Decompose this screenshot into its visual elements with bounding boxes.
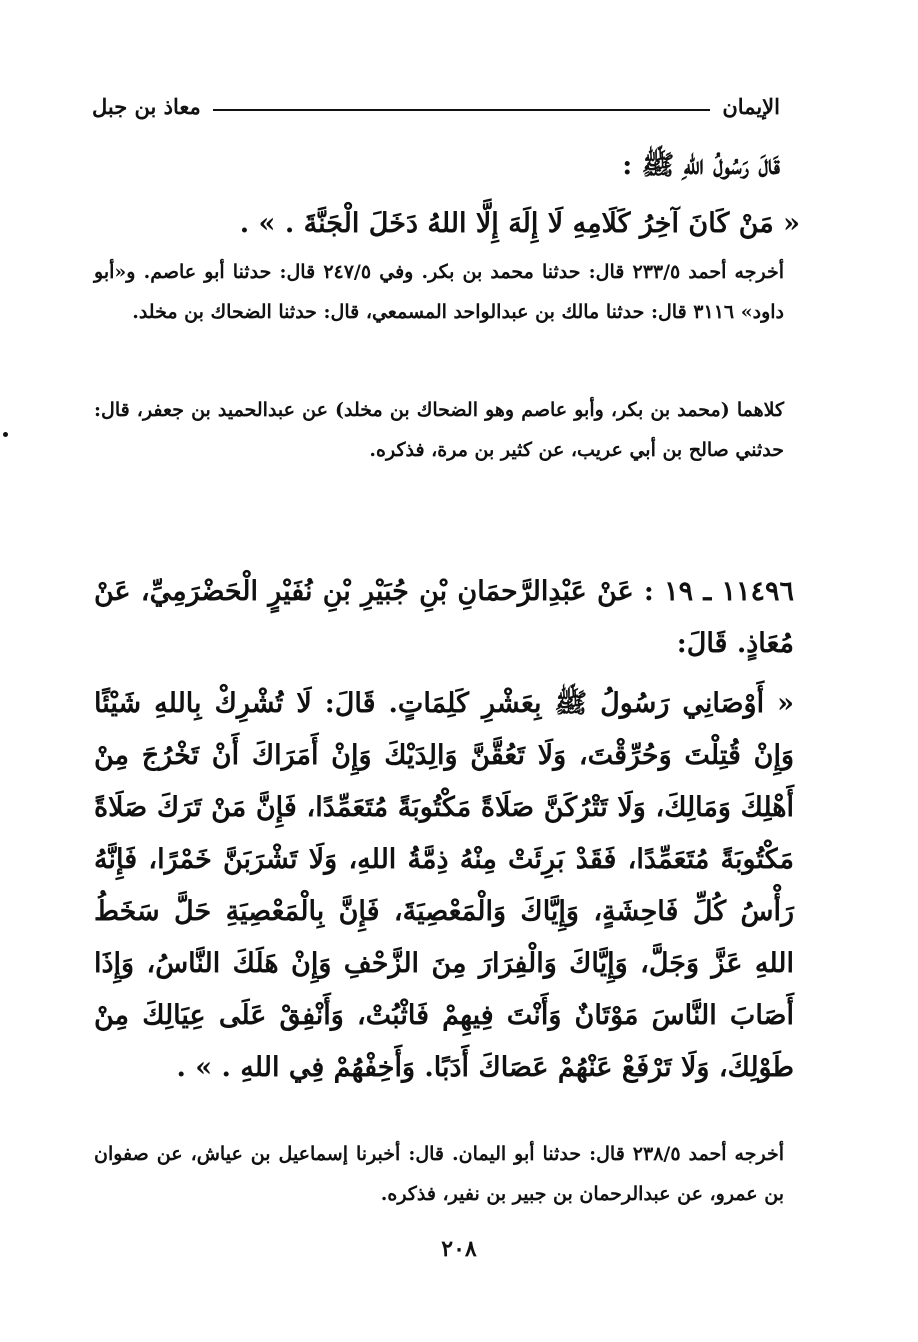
hadith-intro: قَالَ رَسُولُ اللهِ ﷺ : xyxy=(622,150,780,181)
hadith-matn-1: « مَنْ كَانَ آخِرُ كَلَامِهِ لَا إِلَهَ إِلَّا اللهُ دَخَلَ الْجَنَّةَ . » . xyxy=(239,208,800,239)
book-section-title: الإيمان xyxy=(722,93,780,119)
companion-name: معاذ بن جبل xyxy=(92,93,201,119)
header-rule xyxy=(213,109,711,111)
scan-speck xyxy=(3,432,8,437)
takhrij-paragraph-2: كلاهما (محمد بن بكر، وأبو عاصم وهو الضحاك بن مخلد) عن عبدالحميد بن جعفر، قال: حدثني صالح بن أبي عريب، عن كثير بن مرة، فذكره. xyxy=(94,399,784,461)
hadith-isnad-2: ١١٤٩٦ ـ ١٩ : عَنْ عَبْدِالرَّحمَانِ بْنِ جُبَيْرِ بْنِ نُفَيْرٍ الْحَضْرَمِيِّ، عَنْ مُعَاذٍ. قَالَ: xyxy=(94,576,794,659)
running-header xyxy=(92,88,780,124)
hadith-matn-2: « أَوْصَانِي رَسُولُ ﷺ بِعَشْرِ كَلِمَاتٍ. قَالَ: لَا تُشْرِكْ بِاللهِ شَيْئًا وَإِنْ قُتِلْتَ وَحُرِّقْتَ، وَلَا تَعُقَّنَّ وَالِدَيْكَ وَإِنْ أَمَرَاكَ أَنْ تَخْرُجَ مِنْ أَهْلِكَ وَمَالِكَ، وَلَا تَتْرُكَنَّ صَلَاةً مَكْتُوبَةً مُتَعَمِّدًا، فَإِنَّ مَنْ تَرَكَ صَلَاةً مَكْتُوبَةً مُتَعَمِّدًا، فَقَدْ بَرِئَتْ مِنْهُ ذِمَّةُ اللهِ، وَلَا تَشْرَبَنَّ خَمْرًا، فَإِنَّهُ رَأْسُ كُلِّ فَاحِشَةٍ، وَإِيَّاكَ وَالْمَعْصِيَةَ، فَإِنَّ بِالْمَعْصِيَةِ حَلَّ سَخَطُ اللهِ عَزَّ وَجَلَّ، وَإِيَّاكَ وَالْفِرَارَ مِنَ الزَّحْفِ وَإِنْ هَلَكَ النَّاسُ، وَإِذَا أَصَابَ النَّاسَ مَوْتَانٌ وَأَنْتَ فِيهِمْ فَاثْبُتْ، وَأَنْفِقْ عَلَى عِيَالِكَ مِنْ طَوْلِكَ، وَلَا تَرْفَعْ عَنْهُمْ عَصَاكَ أَدَبًا. وَأَخِفْهُمْ فِي اللهِ . » . xyxy=(94,688,794,1083)
page-number: ٢٠٨ xyxy=(441,1236,477,1262)
takhrij-paragraph-3: أخرجه أحمد ٢٣٨/٥ قال: حدثنا أبو اليمان. قال: أخبرنا إسماعيل بن عياش، عن صفوان بن عمرو، عن عبدالرحمان بن جبير بن نفير، فذكره. xyxy=(94,1143,784,1205)
takhrij-paragraph-1: أخرجه أحمد ٢٣٣/٥ قال: حدثنا محمد بن بكر. وفي ٢٤٧/٥ قال: حدثنا أبو عاصم. و«أبو داود» ٣١١٦ قال: حدثنا مالك بن عبدالواحد المسمعي، قال: حدثنا الضحاك بن مخلد. xyxy=(94,261,784,323)
